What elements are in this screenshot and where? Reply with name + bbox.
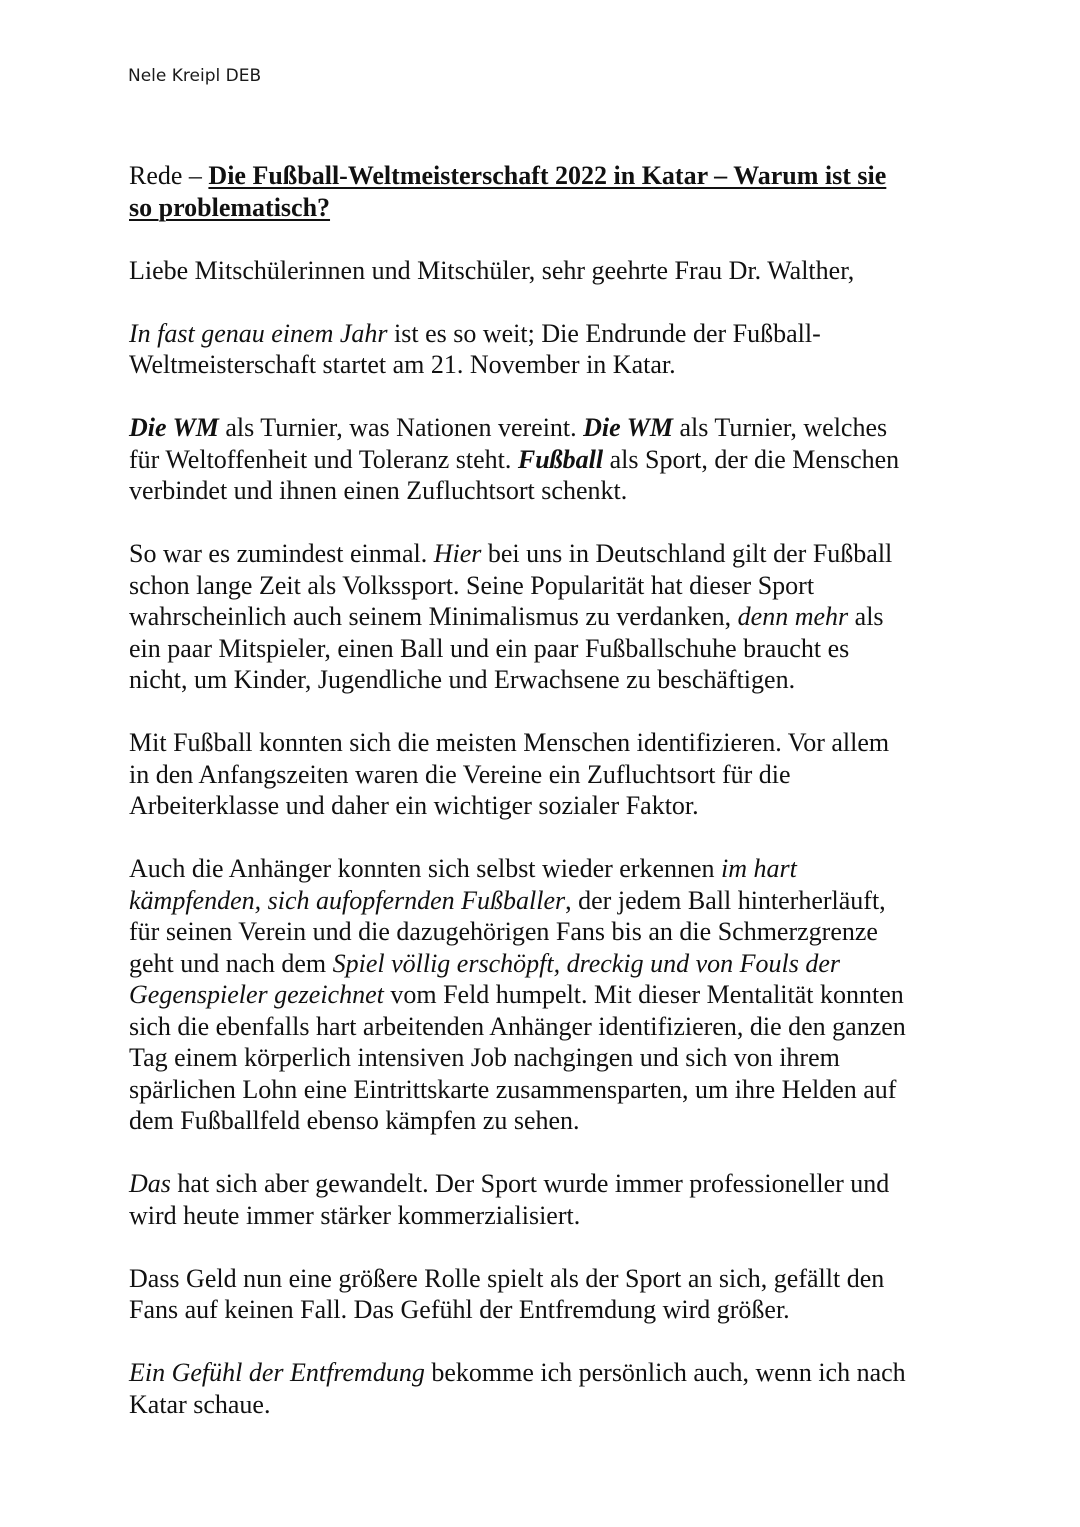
text-run: sich die ebenfalls hart arbeitenden Anhänger identifizieren, die den ganzen <box>129 1011 906 1041</box>
document-body <box>129 160 959 1452</box>
emphasis-text: Ein Gefühl der Entfremdung <box>129 1358 425 1387</box>
text-run: als Turnier, was Nationen vereint. <box>218 413 584 442</box>
text-run: für seinen Verein und die dazugehörigen Fans bis an die Schmerzgrenze <box>129 917 878 946</box>
text-run: dem Fußballfeld ebenso kämpfen zu sehen. <box>129 1106 580 1135</box>
text-run: geht und nach dem <box>129 948 333 978</box>
text-run: für Weltoffenheit und Toleranz steht. <box>129 444 518 474</box>
text-run: bei uns in Deutschland gilt der Fußball <box>481 539 893 568</box>
text-run: als Turnier, welches <box>672 413 888 442</box>
text-run: Auch die Anhänger konnten sich selbst wieder erkennen <box>129 854 722 883</box>
text-run: wahrscheinlich auch seinem Minimalismus zu verdanken, <box>129 602 738 631</box>
emphasis-text: Gegenspieler gezeichnet <box>129 980 384 1009</box>
paragraph <box>129 853 959 1137</box>
emphasis-text: Spiel völlig erschöpft, dreckig und von Fouls der <box>332 948 840 978</box>
paragraph <box>129 318 959 381</box>
speech-title-line-2: so problematisch? <box>129 192 331 222</box>
speech-paragraphs <box>129 255 959 1421</box>
text-run: bekomme ich persönlich auch, wenn ich nach <box>424 1358 906 1387</box>
speech-title <box>129 160 959 223</box>
emphasis-text: Die WM <box>583 413 673 442</box>
paragraph <box>129 1263 959 1326</box>
emphasis-text: kämpfenden, sich aufopfernden Fußballer <box>129 885 566 915</box>
paragraph <box>129 727 959 822</box>
emphasis-text: im hart <box>721 854 797 883</box>
text-run: spärlichen Lohn eine Eintrittskarte zusammensparten, um ihre Helden auf <box>129 1074 897 1104</box>
text-run: Tag einem körperlich intensiven Job nachgingen und sich von ihrem <box>129 1043 840 1072</box>
emphasis-text: In fast genau einem Jahr <box>129 318 388 348</box>
text-run: verbindet und ihnen einen Zufluchtsort schenkt. <box>129 476 628 505</box>
text-run: wird heute immer stärker kommerzialisiert. <box>129 1200 581 1230</box>
text-run: Fans auf keinen Fall. Das Gefühl der Entfremdung wird größer. <box>129 1295 790 1324</box>
speech-title-prefix: Rede – <box>129 161 209 190</box>
text-run: Weltmeisterschaft startet am 21. November in Katar. <box>129 350 676 379</box>
text-run: als Sport, der die Menschen <box>603 444 900 474</box>
text-run: vom Feld humpelt. Mit dieser Mentalität konnten <box>383 980 904 1009</box>
paragraph <box>129 1357 959 1420</box>
emphasis-text: Hier <box>433 539 482 568</box>
text-run: So war es zumindest einmal. <box>129 539 434 568</box>
page-header-author: Nele Kreipl DEB <box>128 66 262 86</box>
text-run: Katar schaue. <box>129 1389 271 1419</box>
paragraph <box>129 255 959 287</box>
emphasis-text: Das <box>129 1169 171 1198</box>
text-run: als <box>848 602 884 631</box>
text-run: , der jedem Ball hinterherläuft, <box>565 885 886 915</box>
emphasis-text: Die WM <box>129 413 219 442</box>
emphasis-text: denn mehr <box>737 602 849 631</box>
text-run: Arbeiterklasse und daher ein wichtiger sozialer Faktor. <box>129 791 699 820</box>
speech-title-line-1: Die Fußball-Weltmeisterschaft 2022 in Katar – Warum ist sie <box>208 161 887 190</box>
text-run: schon lange Zeit als Volkssport. Seine Popularität hat dieser Sport <box>129 570 815 600</box>
text-run: nicht, um Kinder, Jugendliche und Erwachsene zu beschäftigen. <box>129 665 796 694</box>
paragraph <box>129 412 959 507</box>
paragraph <box>129 1168 959 1231</box>
text-run: in den Anfangszeiten waren die Vereine ein Zufluchtsort für die <box>129 759 791 789</box>
emphasis-text: Fußball <box>517 444 604 474</box>
text-run: Liebe Mitschülerinnen und Mitschüler, sehr geehrte Frau Dr. Walther, <box>129 255 855 285</box>
text-run: Dass Geld nun eine größere Rolle spielt als der Sport an sich, gefällt den <box>129 1263 885 1293</box>
text-run: hat sich aber gewandelt. Der Sport wurde immer professioneller und <box>170 1169 890 1198</box>
text-run: Mit Fußball konnten sich die meisten Menschen identifizieren. Vor allem <box>129 728 890 757</box>
paragraph <box>129 538 959 696</box>
text-run: ein paar Mitspieler, einen Ball und ein paar Fußballschuhe braucht es <box>129 633 850 663</box>
text-run: ist es so weit; Die Endrunde der Fußball- <box>387 318 821 348</box>
